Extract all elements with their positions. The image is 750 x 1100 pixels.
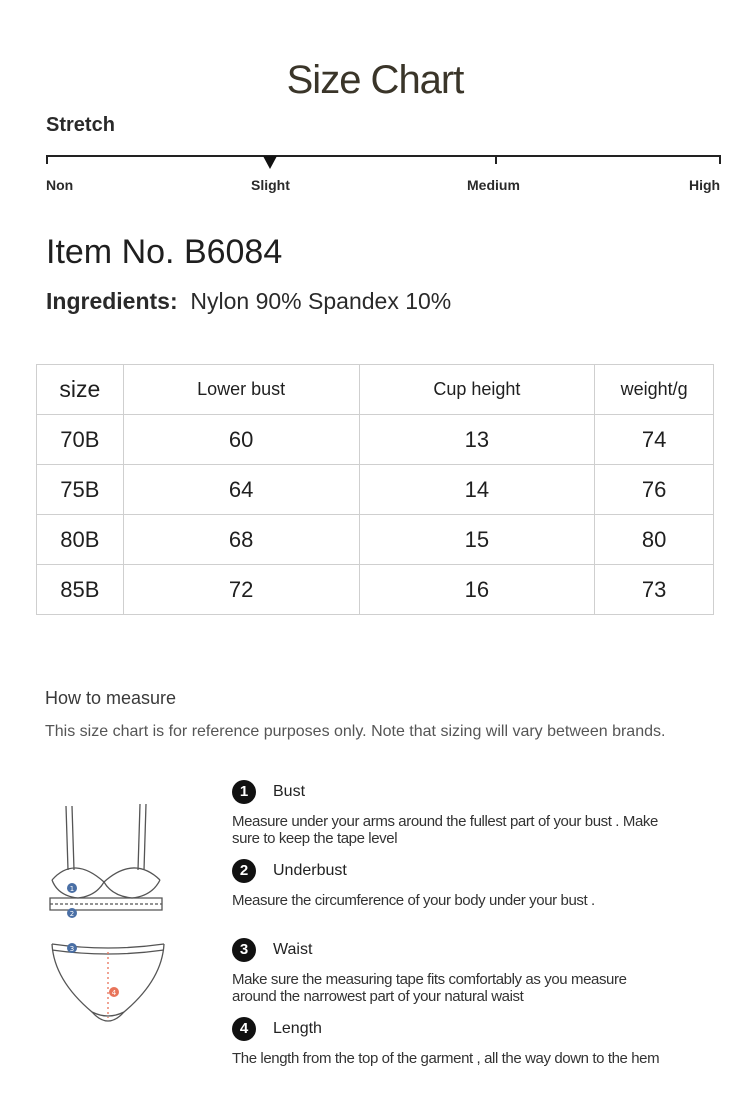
- marker-2-label: 2: [69, 910, 75, 918]
- stretch-scale-line: [46, 155, 721, 157]
- how-to-measure-heading: How to measure: [45, 688, 177, 708]
- table-cell: 76: [595, 465, 714, 515]
- item-number-label: Item No.: [46, 233, 175, 271]
- table-cell: 85B: [37, 565, 124, 615]
- table-cell: 80B: [37, 515, 124, 565]
- ingredients-label: Ingredients:: [46, 288, 178, 314]
- step-4-desc-line-1: The length from the top of the garment , all the way down to the hem: [232, 1050, 660, 1067]
- step-4-title: Length: [273, 1020, 322, 1037]
- ingredients: [46, 288, 451, 315]
- table-header-row: [37, 365, 714, 415]
- table-cell: 74: [595, 415, 714, 465]
- table-cell: 80: [595, 515, 714, 565]
- table-row: [37, 515, 714, 565]
- table-cell: 60: [123, 415, 359, 465]
- step-1-desc-line-2: sure to keep the tape level: [232, 830, 398, 847]
- step-3-number-icon: 3: [232, 938, 256, 962]
- table-cell: 68: [123, 515, 359, 565]
- table-cell: 70B: [37, 415, 124, 465]
- marker-1-label: 1: [69, 885, 75, 893]
- table-cell: 13: [359, 415, 595, 465]
- table-cell: 14: [359, 465, 595, 515]
- step-3-desc-line-1: Make sure the measuring tape fits comfortably as you measure: [232, 971, 627, 988]
- stretch-label-high: High: [689, 177, 721, 193]
- step-2-title: Underbust: [273, 862, 347, 879]
- step-1-title: Bust: [273, 783, 306, 800]
- table-header-cell: Lower bust: [123, 365, 359, 415]
- table-cell: 16: [359, 565, 595, 615]
- table-cell: 64: [123, 465, 359, 515]
- table-header-cell: size: [37, 365, 124, 415]
- table-cell: 15: [359, 515, 595, 565]
- ingredients-value: Nylon 90% Spandex 10%: [190, 288, 452, 314]
- table-row: [37, 465, 714, 515]
- stretch-tick-high: [719, 155, 721, 164]
- measurement-diagram-svg: [44, 800, 174, 1040]
- marker-3-label: 3: [69, 945, 75, 953]
- table-header-cell: weight/g: [595, 365, 714, 415]
- stretch-tick-medium: [495, 155, 497, 164]
- table-header-cell: Cup height: [359, 365, 595, 415]
- stretch-tick-non: [46, 155, 48, 164]
- step-2-desc-line-1: Measure the circumference of your body under your bust .: [232, 892, 595, 909]
- table-cell: 73: [595, 565, 714, 615]
- table-row: [37, 415, 714, 465]
- bra-and-brief-measurement-diagram-icon: [44, 800, 174, 1045]
- marker-4-label: 4: [111, 989, 117, 997]
- stretch-label-medium: Medium: [467, 177, 520, 193]
- stretch-selected-marker-icon: [263, 156, 277, 169]
- stretch-label-slight: Slight: [251, 177, 290, 193]
- stretch-heading: Stretch: [46, 114, 115, 136]
- step-1-desc-line-1: Measure under your arms around the fullest part of your bust . Make: [232, 813, 658, 830]
- size-table: [36, 364, 714, 615]
- step-4-number-icon: 4: [232, 1017, 256, 1041]
- step-1-number-icon: 1: [232, 780, 256, 804]
- table-cell: 72: [123, 565, 359, 615]
- stretch-label-non: Non: [46, 177, 74, 193]
- item-number: [46, 233, 282, 272]
- item-number-value: B6084: [183, 233, 283, 271]
- step-2-number-icon: 2: [232, 859, 256, 883]
- page-title: Size Chart: [286, 58, 464, 102]
- how-to-measure-note: This size chart is for reference purposes only. Note that sizing will vary between brands.: [45, 723, 666, 740]
- table-cell: 75B: [37, 465, 124, 515]
- step-3-title: Waist: [273, 941, 313, 958]
- table-row: [37, 565, 714, 615]
- step-3-desc-line-2: around the narrowest part of your natural waist: [232, 988, 524, 1005]
